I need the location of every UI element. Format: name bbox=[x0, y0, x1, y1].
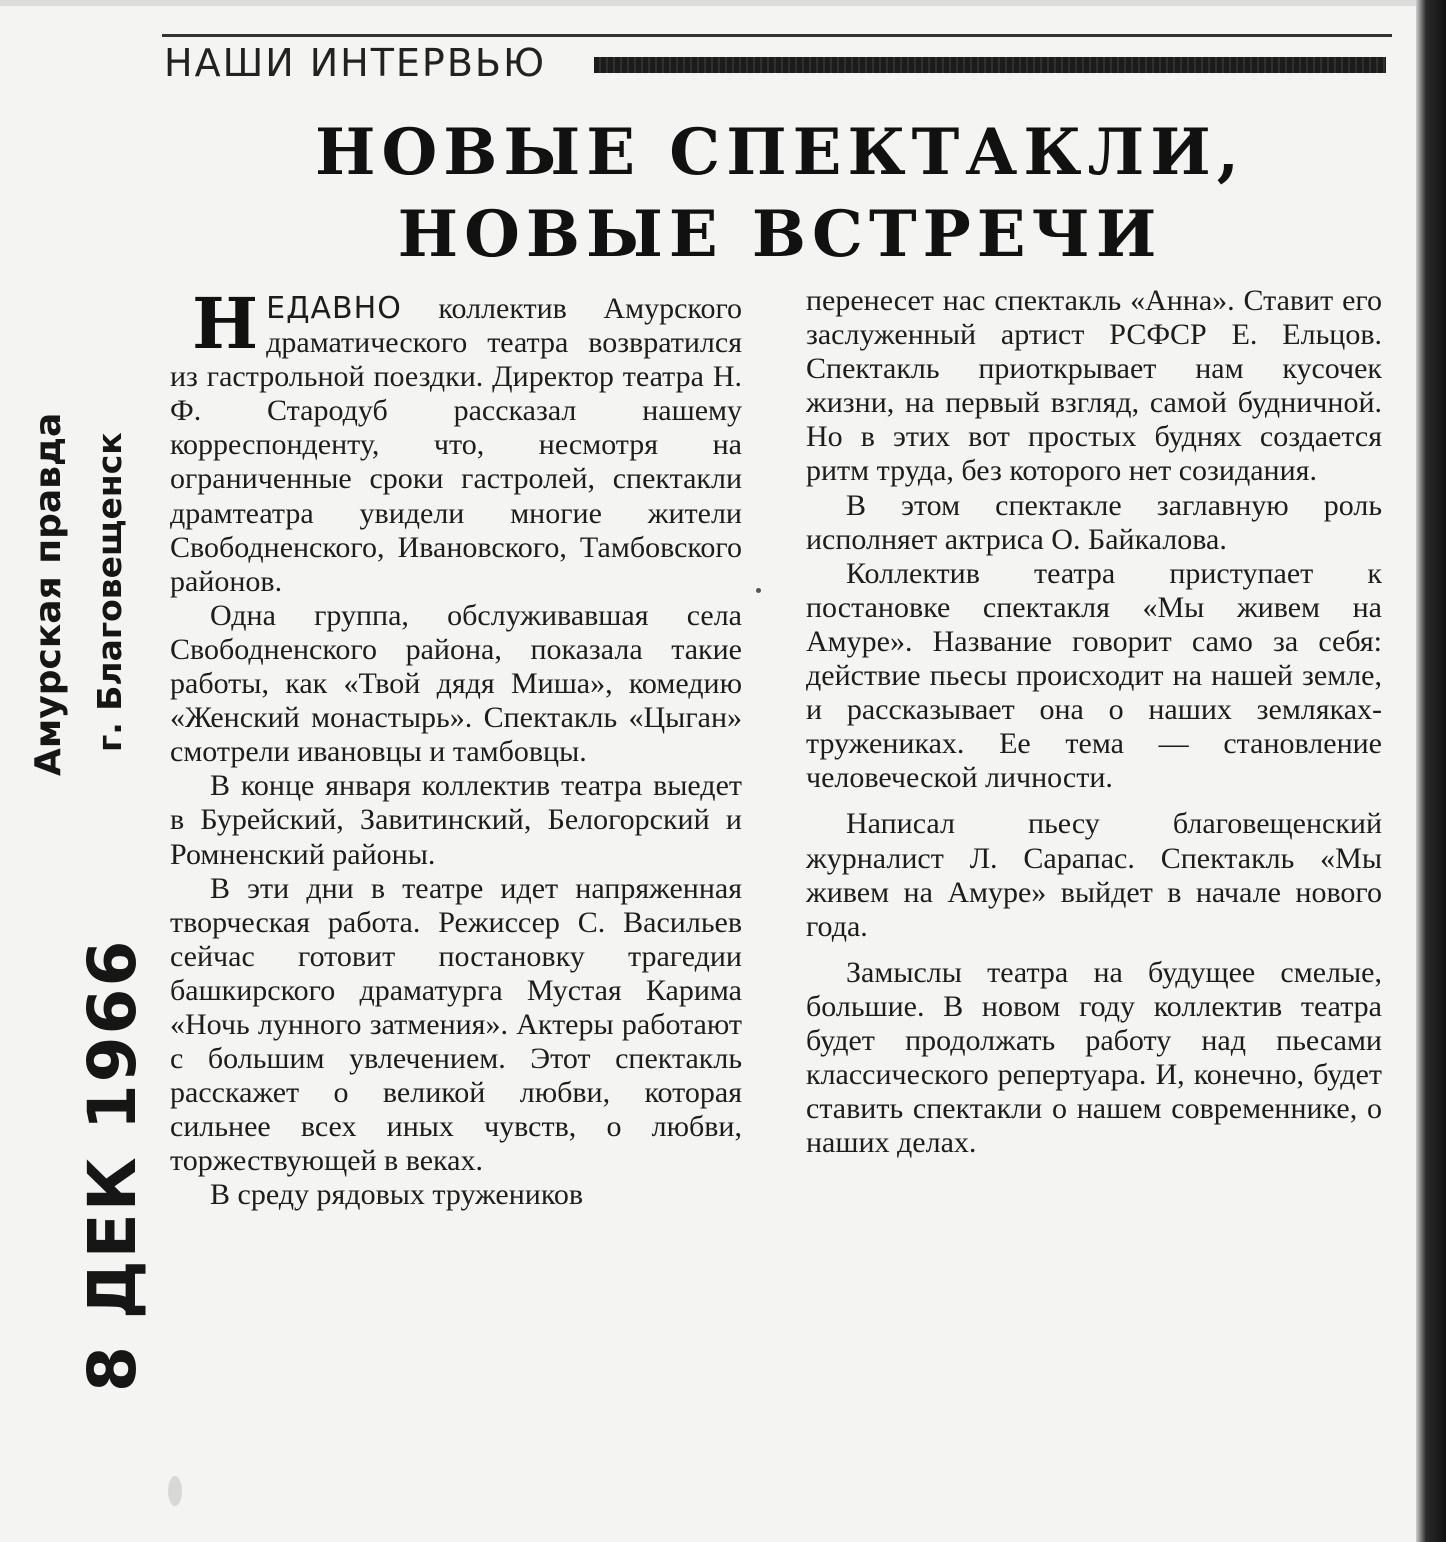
rubric-bar bbox=[594, 57, 1386, 73]
paragraph: В среду рядовых тружеников bbox=[210, 1178, 584, 1212]
clipping-torn-edge bbox=[1416, 0, 1446, 1542]
paragraph: перенесет нас спектакль «Анна». Ставит его заслуженный артист РСФСР Е. Ельцов. Спектакль приоткрывает нам кусочек жизни, на первый взгляд, самой будничной. Но в этих вот простых буднях создается ритм труда, без которого нет созидания. bbox=[806, 284, 1382, 488]
paragraph: Замыслы театра на будущее смелые, большие. В новом году коллектив театра будет продолжать работу над пьесами классического репертуара. И, конечно, будет ставить спектакли о нашем современнике, о наших делах. bbox=[806, 955, 1382, 1160]
paper-speck bbox=[756, 588, 761, 593]
city-stamp: г. Благовещенск bbox=[90, 432, 129, 752]
paragraph-text: коллектив Амурского драматического театра возвратился из гастрольной поездки. Директор театра Н. Ф. Стародуб рассказал нашему корреспонденту, что, несмотря на ограниченные сроки гастролей, спектакли драмтеатра увидели многие жители Свободненского, Ивановского, Тамбовского районов. bbox=[170, 292, 742, 598]
rubric-header bbox=[162, 34, 1392, 83]
clipping-top-edge bbox=[0, 0, 1446, 6]
paragraph: Одна группа, обслуживавшая села Свободненского района, показала такие работы, как «Твой дядя Миша», комедию «Женский монастырь». Спектакль «Цыган» смотрели ивановцы и тамбовцы. bbox=[170, 598, 742, 769]
rubric-label: НАШИ ИНТЕРВЬЮ bbox=[164, 41, 547, 85]
drop-cap: Н bbox=[192, 282, 259, 365]
date-stamp: 8 ДЕК 1966 bbox=[74, 938, 151, 1392]
headline-line-2: НОВЫЕ ВСТРЕЧИ bbox=[397, 197, 1163, 272]
paper-blemish bbox=[168, 1476, 182, 1506]
paragraph: В этом спектакле заглавную роль исполняет актриса О. Байкалова. bbox=[806, 488, 1382, 556]
paragraph: В конце января коллектив театра выедет в Бурейский, Завитинский, Белогорский и Ромненский районы. bbox=[170, 769, 742, 871]
lead-word: ЕДАВНО bbox=[266, 291, 402, 326]
paragraph: Написал пьесу благовещенский журналист Л. Сарапас. Спектакль «Мы живем на Амуре» выйдет в начале нового года. bbox=[806, 807, 1382, 943]
lead-paragraph bbox=[170, 282, 742, 599]
newspaper-name-stamp: Амурская правда bbox=[28, 412, 69, 776]
article-headline bbox=[230, 112, 1330, 276]
paragraph: В эти дни в театре идет напряженная творческая работа. Режиссер С. Васильев сейчас готовит постановку трагедии башкирского драматурга Мустая Карима «Ночь лунного затмения». Актеры работают с большим увлечением. Этот спектакль расскажет о великой любви, которая сильнее всех иных чувств, о любви, торжествующей в веках. bbox=[170, 871, 742, 1178]
headline-line-1: НОВЫЕ СПЕКТАКЛИ, bbox=[315, 115, 1245, 190]
paragraph: Коллектив театра приступает к постановке спектакля «Мы живем на Амуре». Название говорит само за себя: действие пьесы происходит на нашей земле, и рассказывает она о наших земляках-тружениках. Ее тема — становление человеческой личности. bbox=[806, 556, 1382, 795]
article-column-left bbox=[170, 282, 742, 1213]
article-column-right bbox=[806, 284, 1382, 1160]
